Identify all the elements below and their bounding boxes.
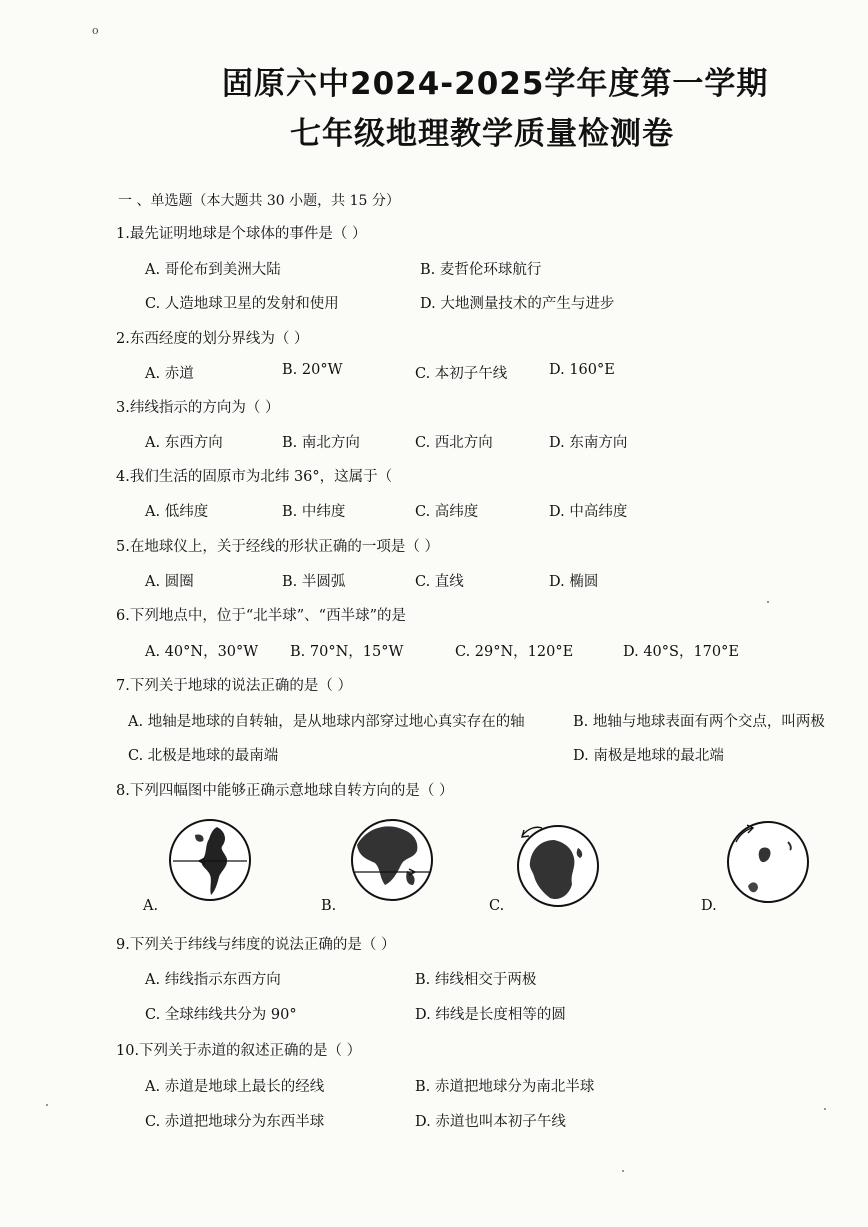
option-10a[interactable]: A. 赤道是地球上最长的经线: [145, 1079, 325, 1095]
option-9b[interactable]: B. 纬线相交于两极: [415, 972, 537, 988]
option-10c[interactable]: C. 赤道把地球分为东西半球: [145, 1114, 325, 1130]
option-8b[interactable]: B.: [321, 898, 337, 914]
option-1a[interactable]: A. 哥伦布到美洲大陆: [145, 262, 281, 278]
scan-speck: [767, 601, 769, 603]
option-7c[interactable]: C. 北极是地球的最南端: [128, 748, 279, 764]
question-stem-4: 4.我们生活的固原市为北纬 36°，这属于（: [116, 469, 393, 485]
option-6d[interactable]: D. 40°S，170°E: [623, 644, 739, 660]
option-6c[interactable]: C. 29°N，120°E: [455, 644, 574, 660]
option-8a[interactable]: A.: [143, 898, 159, 914]
scan-speck: [46, 1104, 48, 1106]
option-6a[interactable]: A. 40°N，30°W: [145, 644, 259, 660]
option-7a[interactable]: A. 地轴是地球的自转轴，是从地球内部穿过地心真实存在的轴: [128, 714, 525, 730]
question-stem-5: 5.在地球仪上，关于经线的形状正确的一项是（ ）: [116, 539, 439, 555]
question-stem-8: 8.下列四幅图中能够正确示意地球自转方向的是（ ）: [116, 783, 454, 799]
option-7d[interactable]: D. 南极是地球的最北端: [573, 748, 724, 764]
globe-d-image: [722, 812, 814, 904]
option-8c[interactable]: C.: [489, 898, 505, 914]
option-9a[interactable]: A. 纬线指示东西方向: [145, 972, 281, 988]
option-2d[interactable]: D. 160°E: [549, 362, 615, 378]
option-9d[interactable]: D. 纬线是长度相等的圆: [415, 1007, 566, 1023]
option-4b[interactable]: B. 中纬度: [282, 504, 346, 520]
question-stem-1: 1.最先证明地球是个球体的事件是（ ）: [116, 226, 367, 242]
option-5d[interactable]: D. 椭圆: [549, 574, 599, 590]
option-2c[interactable]: C. 本初子午线: [415, 366, 508, 382]
option-9c[interactable]: C. 全球纬线共分为 90°: [145, 1007, 297, 1023]
globe-c-image: [512, 818, 604, 910]
option-3c[interactable]: C. 西北方向: [415, 435, 493, 451]
question-stem-9: 9.下列关于纬线与纬度的说法正确的是（ ）: [116, 937, 396, 953]
option-4d[interactable]: D. 中高纬度: [549, 504, 628, 520]
option-1b[interactable]: B. 麦哲伦环球航行: [420, 262, 542, 278]
question-stem-10: 10.下列关于赤道的叙述正确的是（ ）: [116, 1043, 362, 1059]
corner-mark: o: [92, 24, 99, 37]
option-5c[interactable]: C. 直线: [415, 574, 464, 590]
section-heading: 一 、单选题（本大题共 30 小题，共 15 分）: [118, 193, 400, 209]
option-10b[interactable]: B. 赤道把地球分为南北半球: [415, 1079, 595, 1095]
option-5b[interactable]: B. 半圆弧: [282, 574, 346, 590]
option-4c[interactable]: C. 高纬度: [415, 504, 479, 520]
option-4a[interactable]: A. 低纬度: [145, 504, 209, 520]
option-1c[interactable]: C. 人造地球卫星的发射和使用: [145, 296, 339, 312]
option-3d[interactable]: D. 东南方向: [549, 435, 628, 451]
option-5a[interactable]: A. 圆圈: [145, 574, 194, 590]
option-3a[interactable]: A. 东西方向: [145, 435, 223, 451]
exam-title-line2: 七年级地理教学质量检测卷: [290, 116, 674, 152]
exam-title-line1: 固原六中2024-2025学年度第一学期: [222, 66, 769, 102]
option-2b[interactable]: B. 20°W: [282, 362, 343, 378]
question-stem-2: 2.东西经度的划分界线为（ ）: [116, 331, 309, 347]
option-6b[interactable]: B. 70°N，15°W: [290, 644, 404, 660]
option-8d[interactable]: D.: [701, 898, 717, 914]
option-10d[interactable]: D. 赤道也叫本初子午线: [415, 1114, 566, 1130]
scan-speck: [622, 1170, 624, 1172]
question-stem-7: 7.下列关于地球的说法正确的是（ ）: [116, 678, 352, 694]
option-3b[interactable]: B. 南北方向: [282, 435, 360, 451]
scan-speck: [824, 1108, 826, 1110]
option-7b[interactable]: B. 地轴与地球表面有两个交点，叫两极: [573, 714, 825, 730]
question-stem-6: 6.下列地点中，位于“北半球”、“西半球”的是: [116, 608, 406, 624]
globe-b-image: [347, 815, 437, 905]
question-stem-3: 3.纬线指示的方向为（ ）: [116, 400, 280, 416]
option-2a[interactable]: A. 赤道: [145, 366, 194, 382]
option-1d[interactable]: D. 大地测量技术的产生与进步: [420, 296, 615, 312]
globe-a-image: [165, 815, 255, 905]
